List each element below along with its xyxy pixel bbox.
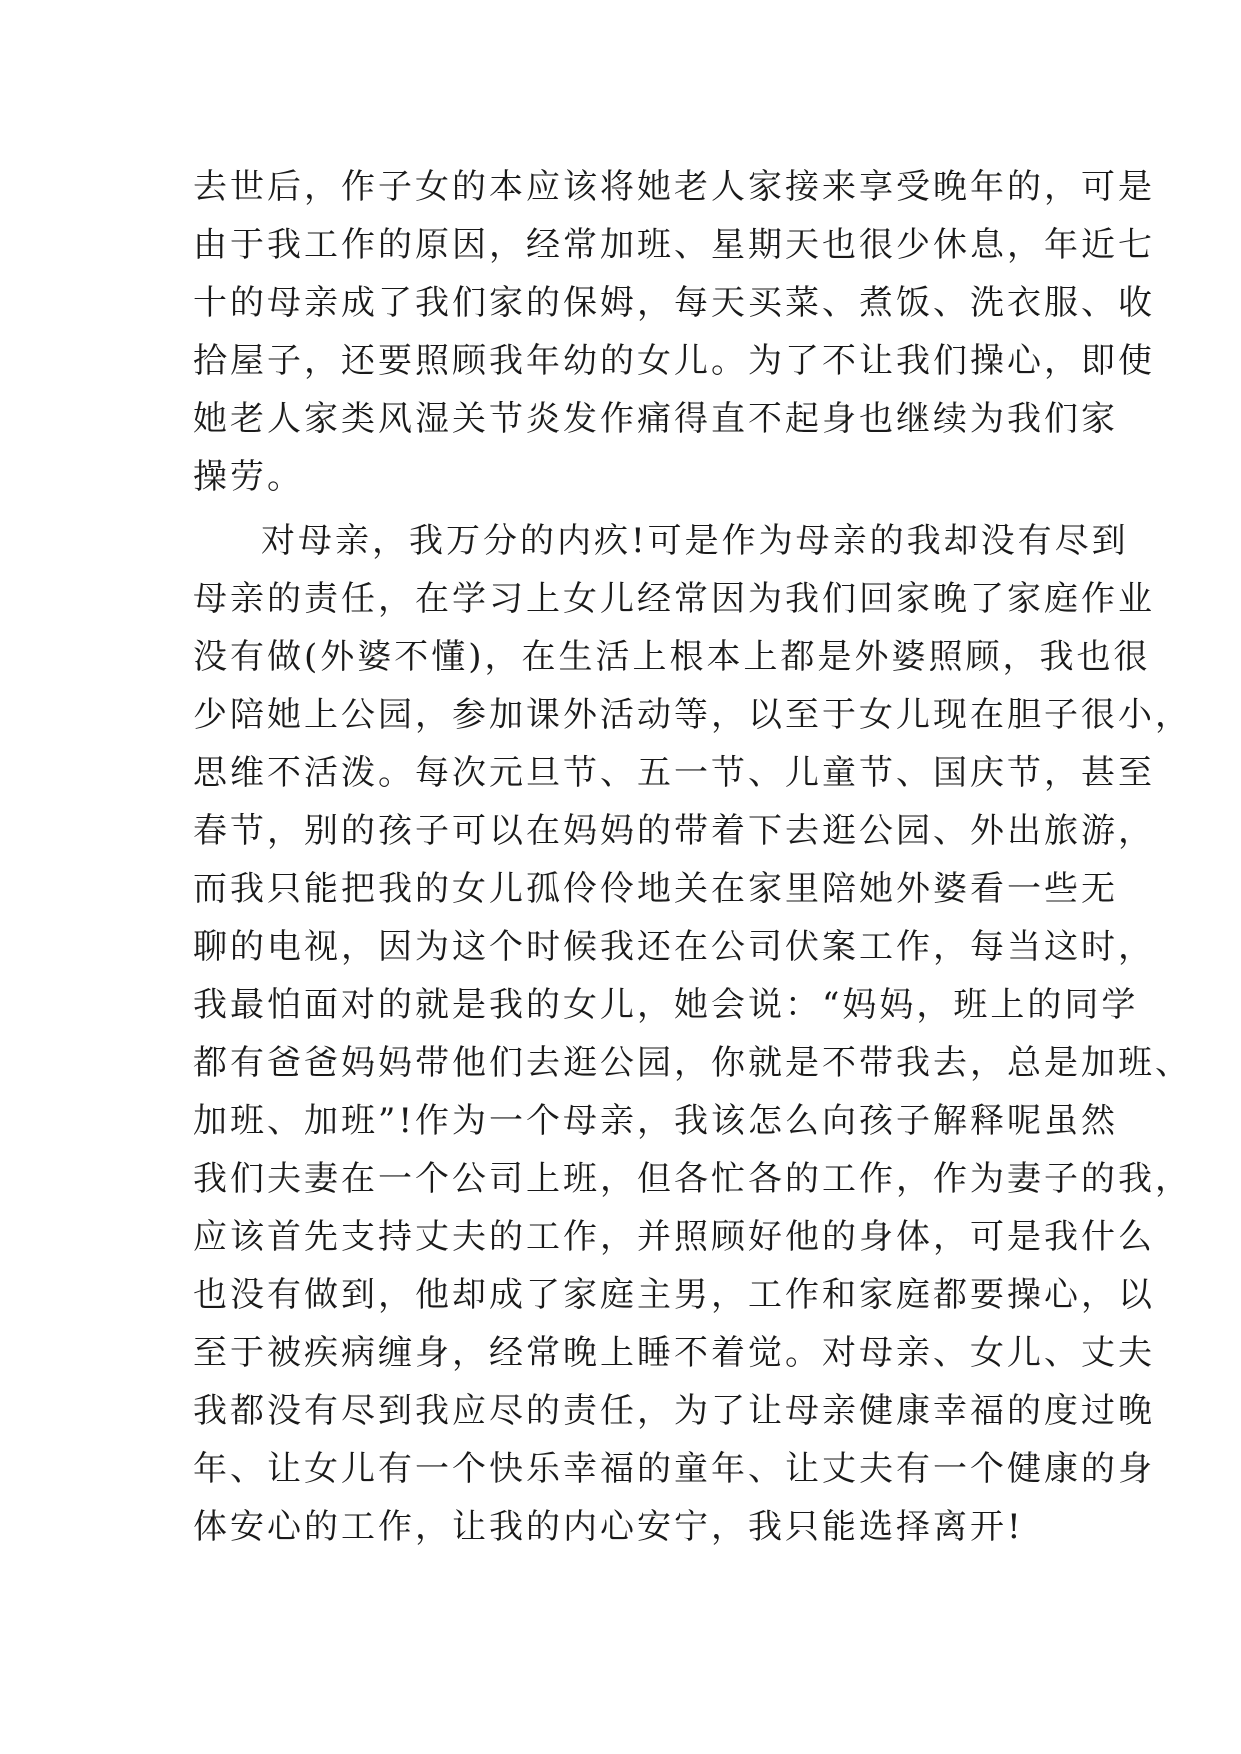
- paragraph-2: [193, 512, 1192, 1556]
- text-line: 操劳。: [193, 457, 304, 497]
- text-line: 而我只能把我的女儿孤伶伶地关在家里陪她外婆看一些无: [193, 869, 1118, 909]
- text-line: 我最怕面对的就是我的女儿，她会说：“妈妈，班上的同学: [193, 985, 1139, 1025]
- text-line: 也没有做到，他却成了家庭主男，工作和家庭都要操心，以: [193, 1275, 1155, 1315]
- text-line: 我都没有尽到我应尽的责任，为了让母亲健康幸福的度过晚: [193, 1391, 1155, 1431]
- text-line-indented: 对母亲，我万分的内疚!可是作为母亲的我却没有尽到: [261, 521, 1129, 561]
- text-line: 思维不活泼。每次元旦节、五一节、儿童节、国庆节，甚至: [193, 753, 1155, 793]
- paragraph-1: [193, 158, 1155, 506]
- text-line: 至于被疾病缠身，经常晚上睡不着觉。对母亲、女儿、丈夫: [193, 1333, 1155, 1373]
- text-line: 我们夫妻在一个公司上班，但各忙各的工作，作为妻子的我，: [193, 1159, 1192, 1199]
- text-line: 都有爸爸妈妈带他们去逛公园，你就是不带我去，总是加班、: [193, 1043, 1192, 1083]
- text-line: 由于我工作的原因，经常加班、星期天也很少休息，年近七: [193, 225, 1155, 265]
- text-line: 十的母亲成了我们家的保姆，每天买菜、煮饭、洗衣服、收: [193, 283, 1155, 323]
- text-line: 加班、加班”!作为一个母亲，我该怎么向孩子解释呢虽然: [193, 1101, 1119, 1141]
- text-line: 去世后，作子女的本应该将她老人家接来享受晚年的，可是: [193, 167, 1155, 207]
- text-line: 母亲的责任，在学习上女儿经常因为我们回家晚了家庭作业: [193, 579, 1155, 619]
- text-line: 聊的电视，因为这个时候我还在公司伏案工作，每当这时，: [193, 927, 1155, 967]
- text-line: 没有做(外婆不懂)，在生活上根本上都是外婆照顾，我也很: [193, 637, 1151, 677]
- text-line: 体安心的工作，让我的内心安宁，我只能选择离开!: [193, 1507, 1024, 1547]
- body-text: [193, 158, 1192, 1556]
- text-line: 年、让女儿有一个快乐幸福的童年、让丈夫有一个健康的身: [193, 1449, 1155, 1489]
- text-line: 春节，别的孩子可以在妈妈的带着下去逛公园、外出旅游，: [193, 811, 1155, 851]
- text-line: 应该首先支持丈夫的工作，并照顾好他的身体，可是我什么: [193, 1217, 1155, 1257]
- text-line: 拾屋子，还要照顾我年幼的女儿。为了不让我们操心，即使: [193, 341, 1155, 381]
- text-line: 少陪她上公园，参加课外活动等，以至于女儿现在胆子很小，: [193, 695, 1192, 735]
- text-line: 她老人家类风湿关节炎发作痛得直不起身也继续为我们家: [193, 399, 1118, 439]
